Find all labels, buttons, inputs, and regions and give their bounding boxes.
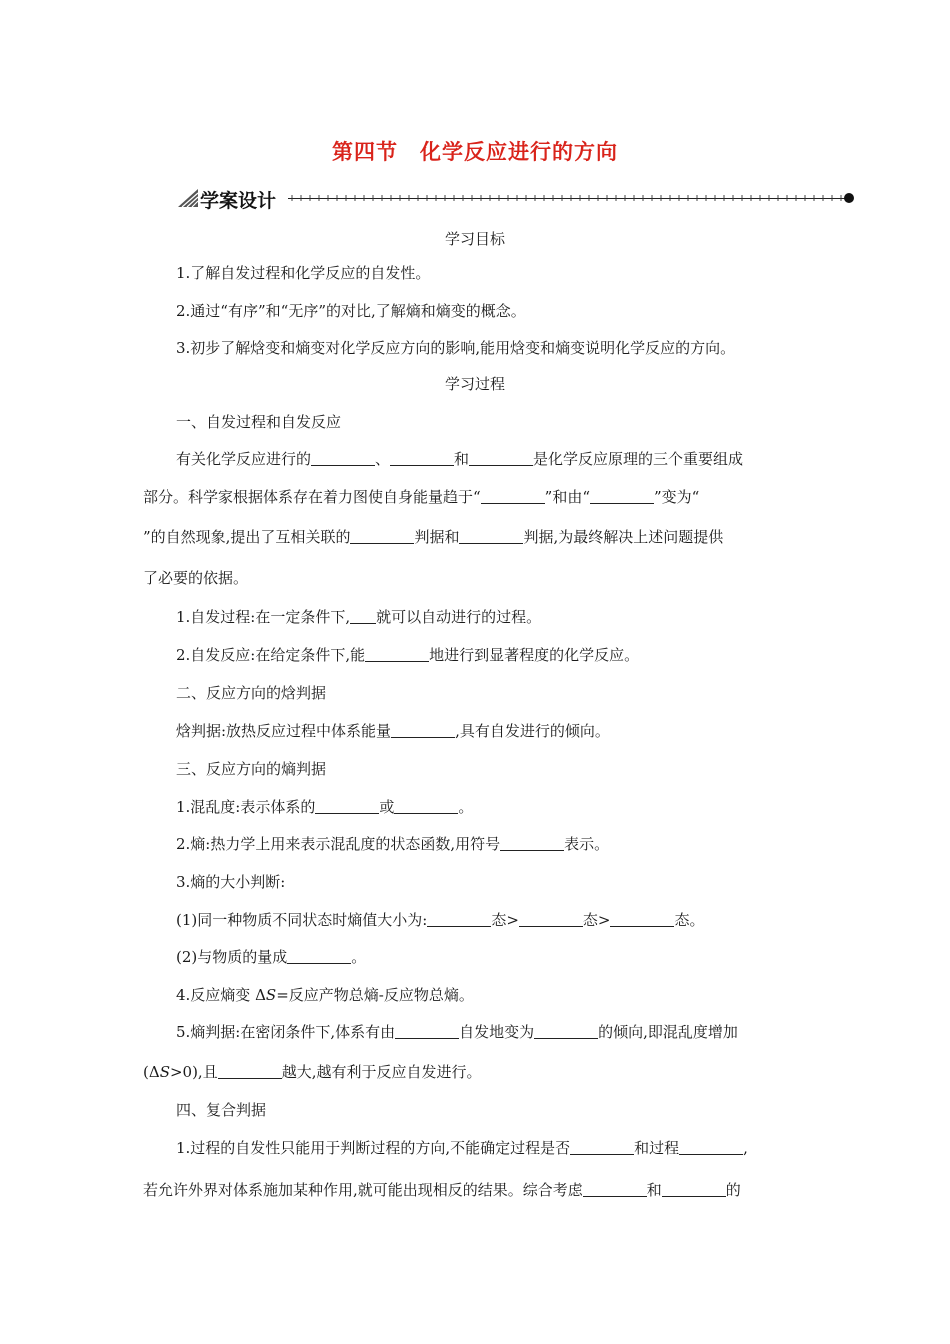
section-1-paragraph-line-2: 部分。科学家根据体系存在着力图使自身能量趋于“ ”和由“ ”变为“	[143, 488, 700, 506]
goal-item-1: 1.了解自发过程和化学反应的自发性。	[176, 264, 431, 282]
section-3-item-4: 4.反应熵变 ΔS=反应产物总熵-反应物总熵。	[176, 986, 474, 1004]
section-4-title: 四、复合判据	[176, 1101, 267, 1119]
fill-blank[interactable]	[459, 528, 523, 544]
fill-blank[interactable]	[350, 528, 414, 544]
document-title: 第四节 化学反应进行的方向	[332, 140, 618, 164]
fill-blank[interactable]	[519, 911, 583, 927]
fill-blank[interactable]	[394, 798, 458, 814]
section-1-paragraph-line-1: 有关化学反应进行的 、 和 是化学反应原理的三个重要组成	[176, 450, 744, 468]
fill-blank[interactable]	[469, 450, 533, 466]
fill-blank[interactable]	[662, 1181, 726, 1197]
fill-blank[interactable]	[481, 488, 545, 504]
fill-blank[interactable]	[390, 450, 454, 466]
fill-blank[interactable]	[500, 835, 564, 851]
fill-blank[interactable]	[570, 1139, 634, 1155]
triangle-mark-icon	[176, 188, 200, 208]
section-4-item-1-cont: 若允许外界对体系施加某种作用,就可能出现相反的结果。综合考虑 和 的	[143, 1181, 741, 1199]
fill-blank[interactable]	[590, 488, 654, 504]
goal-item-3: 3.初步了解焓变和熵变对化学反应方向的影响,能用焓变和熵变说明化学反应的方向。	[176, 339, 736, 357]
fill-blank[interactable]	[311, 450, 375, 466]
section-3-item-1: 1.混乱度:表示体系的 或 。	[176, 798, 474, 816]
section-1-paragraph-line-3: ”的自然现象,提出了互相关联的 判据和 判据,为最终解决上述问题提供	[143, 528, 724, 546]
fill-blank[interactable]	[679, 1139, 743, 1155]
section-3-item-3b: (2)与物质的量成 。	[176, 948, 367, 966]
fill-blank[interactable]	[610, 911, 674, 927]
section-1-item-2: 2.自发反应:在给定条件下,能 地进行到显著程度的化学反应。	[176, 646, 640, 664]
fill-blank[interactable]	[287, 948, 351, 964]
fill-blank[interactable]	[583, 1181, 647, 1197]
section-banner	[176, 184, 856, 214]
section-3-item-2: 2.熵:热力学上用来表示混乱度的状态函数,用符号 表示。	[176, 835, 610, 853]
goals-heading: 学习目标	[444, 230, 505, 248]
section-3-item-5-cont: (ΔS>0),且 越大,越有利于反应自发进行。	[143, 1063, 482, 1081]
fill-blank[interactable]	[534, 1023, 598, 1039]
banner-end-dot	[844, 193, 854, 203]
banner-ticks	[288, 193, 848, 203]
fill-blank[interactable]	[315, 798, 379, 814]
section-1-item-1: 1.自发过程:在一定条件下, 就可以自动进行的过程。	[176, 608, 542, 626]
fill-blank[interactable]	[395, 1023, 459, 1039]
section-4-item-1: 1.过程的自发性只能用于判断过程的方向,不能确定过程是否 和过程 ,	[176, 1139, 748, 1157]
section-3-item-5: 5.熵判据:在密闭条件下,体系有由 自发地变为 的倾向,即混乱度增加	[176, 1023, 738, 1041]
section-1-title: 一、自发过程和自发反应	[176, 413, 342, 431]
fill-blank[interactable]	[350, 608, 376, 624]
fill-blank[interactable]	[365, 646, 429, 662]
goal-item-2: 2.通过“有序”和“无序”的对比,了解熵和熵变的概念。	[176, 302, 526, 320]
section-3-item-3a: (1)同一种物质不同状态时熵值大小为: 态> 态> 态。	[176, 911, 705, 929]
banner-label: 学案设计	[200, 190, 277, 212]
fill-blank[interactable]	[391, 722, 455, 738]
fill-blank[interactable]	[218, 1063, 282, 1079]
fill-blank[interactable]	[427, 911, 491, 927]
section-2-paragraph: 焓判据:放热反应过程中体系能量 ,具有自发进行的倾向。	[176, 722, 610, 740]
process-heading: 学习过程	[444, 375, 505, 393]
section-1-paragraph-line-4: 了必要的依据。	[143, 569, 249, 587]
section-3-item-3: 3.熵的大小判断:	[176, 873, 286, 891]
section-2-title: 二、反应方向的焓判据	[176, 684, 327, 702]
section-3-title: 三、反应方向的熵判据	[176, 760, 327, 778]
